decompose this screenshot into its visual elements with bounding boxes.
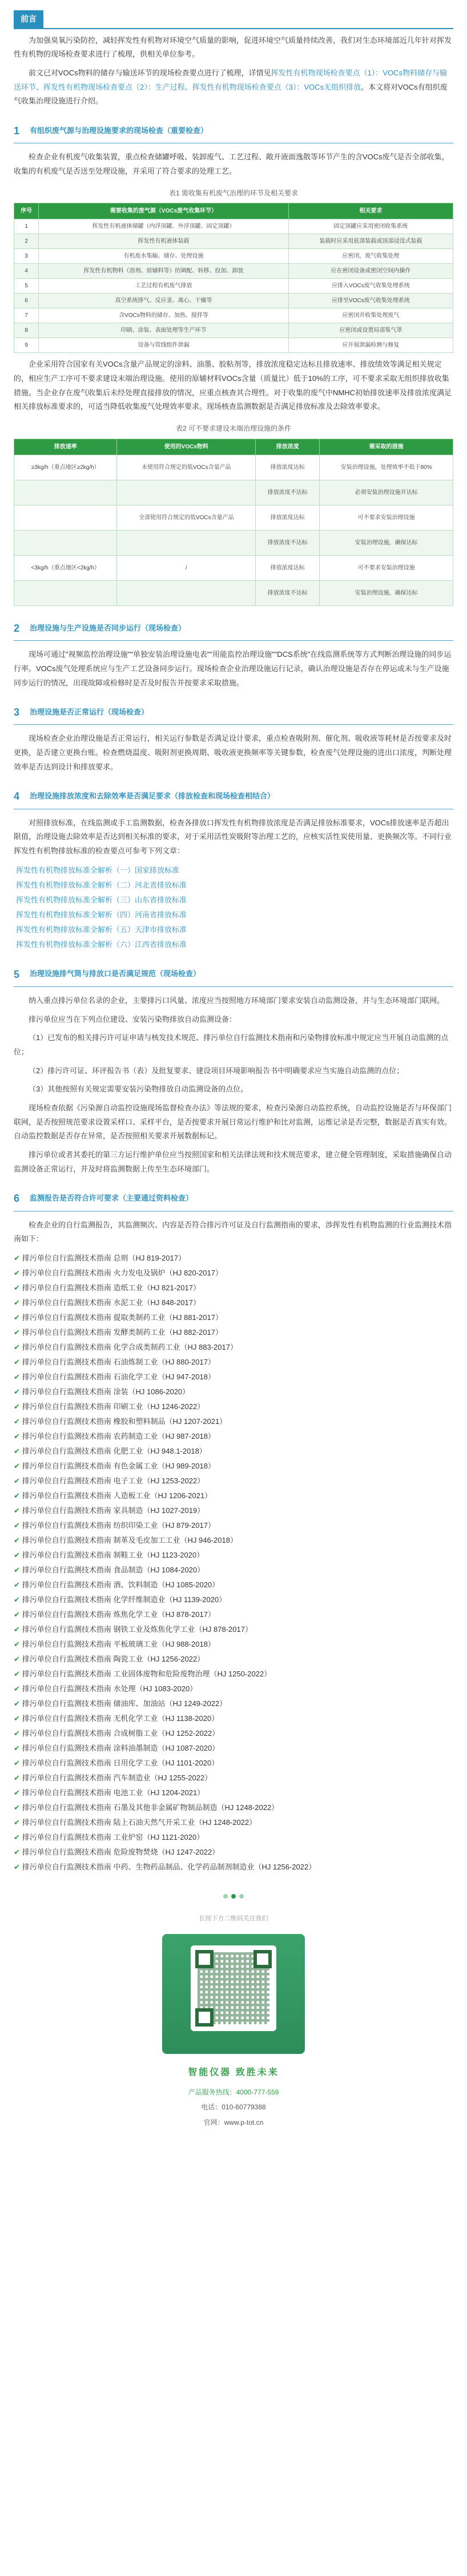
section-3-title: 治理设施是否正常运行（现场检查） — [30, 707, 149, 716]
section-1-number: 1 — [14, 125, 20, 137]
list-item — [14, 1325, 453, 1340]
check-icon: ✔ — [14, 1655, 20, 1663]
guideline-name: 排污单位自行监测技术指南 炼焦化学工业（HJ 878-2017） — [22, 1610, 215, 1619]
table-2-cell — [14, 505, 117, 530]
table-1-cell: 应在密闭设备或密闭空间内操作 — [288, 264, 453, 279]
check-icon: ✔ — [14, 1343, 20, 1351]
list-item — [14, 1548, 453, 1563]
list-item — [14, 1310, 453, 1325]
section-4-title: 治理设施排放浓度和去除效率是否满足要求（排放检查和现场检查相结合） — [30, 792, 275, 801]
brand-slogan: 智能仪器 致胜未来 — [188, 2067, 279, 2077]
guideline-name: 排污单位自行监测技术指南 造纸工业（HJ 821-2017） — [22, 1283, 200, 1292]
table-1-cell: 1 — [14, 219, 39, 234]
list-item — [14, 1578, 453, 1592]
list-item — [14, 1399, 453, 1414]
guideline-name: 排污单位自行监测技术指南 水泥工业（HJ 848-2017） — [22, 1298, 200, 1307]
hotline: 产品服务热线：4000-777-559 — [188, 2088, 279, 2096]
standards-article-link[interactable]: 挥发性有机物排放标准全解析（四）河南省排放标准 — [16, 910, 187, 919]
table-row — [14, 279, 453, 294]
table-1-header-cell: 序号 — [14, 203, 39, 219]
table-1-cell: 工艺过程有机废气排放 — [39, 279, 289, 294]
table-1-cell: 设备与管线组件泄漏 — [39, 338, 289, 353]
list-item — [14, 1503, 453, 1518]
guideline-name: 排污单位自行监测技术指南 钢铁工业及炼焦化学工业（HJ 878-2017） — [22, 1625, 252, 1634]
guideline-name: 排污单位自行监测技术指南 提取类制药工业（HJ 881-2017） — [22, 1313, 223, 1322]
guideline-name: 排污单位自行监测技术指南 危险废物焚烧（HJ 1247-2022） — [22, 1848, 220, 1856]
list-item — [14, 1860, 453, 1875]
table-1-cell: 9 — [14, 338, 39, 353]
check-icon: ✔ — [14, 1803, 20, 1812]
guideline-name: 排污单位自行监测技术指南 中药、生物药品制品、化学药品制剂制造业（HJ 1256-2022） — [22, 1863, 316, 1871]
table-row — [14, 530, 453, 555]
table-1-cell: 应排至VOCs废气收集处理系统 — [288, 294, 453, 308]
guideline-name: 排污单位自行监测技术指南 有色金属工业（HJ 989-2018） — [22, 1462, 215, 1470]
list-item — [14, 1355, 453, 1370]
check-icon: ✔ — [14, 1699, 20, 1708]
check-icon: ✔ — [14, 1625, 20, 1634]
check-icon: ✔ — [14, 1328, 20, 1337]
table-1-cell: 3 — [14, 249, 39, 264]
table-2-cell — [14, 580, 117, 605]
check-icon: ✔ — [14, 1521, 20, 1530]
table-1-caption: 表1 需收集有机废气治理的环节及相关要求 — [168, 188, 298, 197]
table-1-cell: 应开展泄漏检测与修复 — [288, 338, 453, 353]
table-1-cell: 固定顶罐应采用密闭收集系统 — [288, 219, 453, 234]
check-icon: ✔ — [14, 1506, 20, 1515]
table-2-cell — [14, 480, 117, 505]
table-row — [14, 505, 453, 530]
list-item — [14, 1563, 453, 1578]
guideline-name: 排污单位自行监测技术指南 汽车制造业（HJ 1255-2022） — [22, 1773, 212, 1782]
guideline-name: 排污单位自行监测技术指南 酒、饮料制造（HJ 1085-2020） — [22, 1580, 220, 1589]
table-row — [14, 249, 453, 264]
guideline-name: 排污单位自行监测技术指南 印刷工业（HJ 1246-2022） — [22, 1402, 205, 1411]
table-row — [14, 323, 453, 338]
section-6-title: 监测报告是否符合许可要求（主要通过资料检查） — [30, 1194, 194, 1203]
table-2-cell: 排放浓度不达标 — [256, 530, 320, 555]
section-6-number: 6 — [14, 1193, 20, 1205]
carousel-dot — [223, 1894, 228, 1899]
guideline-name: 排污单位自行监测技术指南 石墨及其他非金属矿物制品制造（HJ 1248-2022） — [22, 1803, 279, 1812]
check-icon: ✔ — [14, 1298, 20, 1307]
guideline-name: 排污单位自行监测技术指南 水处理（HJ 1083-2020） — [22, 1684, 198, 1693]
section-6-paragraph-1: 检查企业的自行监测报告，其监测频次、内容是否符合排污许可证及自行监测指南的要求，涉挥发性有机物监测的行业监测技术指南如下： — [14, 1220, 452, 1243]
intro-header — [14, 10, 453, 28]
table-2-cell: 排放浓度不达标 — [256, 480, 320, 505]
guideline-name: 排污单位自行监测技术指南 制鞋工业（HJ 1123-2020） — [22, 1551, 204, 1559]
check-icon: ✔ — [14, 1818, 20, 1827]
table-2-cell — [14, 530, 117, 555]
table-1 — [14, 203, 453, 353]
check-icon: ✔ — [14, 1714, 20, 1723]
list-item — [14, 1800, 453, 1815]
table-2-header-cell: 排放浓度 — [256, 439, 320, 455]
table-row — [14, 308, 453, 323]
table-2-caption: 表2 可不要求建设末端治理设施的条件 — [175, 424, 291, 433]
table-1-cell: 应密闭并收集处理废气 — [288, 308, 453, 323]
table-1-cell: 6 — [14, 294, 39, 308]
guideline-name: 排污单位自行监测技术指南 化肥工业（HJ 948.1-2018） — [22, 1447, 207, 1455]
standards-article-link[interactable]: 挥发性有机物排放标准全解析（二）河北省排放标准 — [16, 880, 187, 889]
section-3-paragraph-1: 现场检查企业治理设施是否正常运行，相关运行参数是否满足设计要求，重点检查吸附剂、催化剂、吸收液等耗材是否按要求及时更换，是否建立更换台账。检查燃烧温度、吸附剂更换周期、吸收液更换频率等关键参数，检查废气处理设施的进出口浓度，判断处理效率是否达到设计和排放要求。 — [14, 734, 452, 771]
guideline-name: 排污单位自行监测技术指南 涂料油墨制造（HJ 1087-2020） — [22, 1744, 220, 1752]
table-2-cell: 排放浓度达标 — [256, 555, 320, 580]
list-item — [14, 1741, 453, 1756]
carousel-dot — [239, 1894, 244, 1899]
guideline-name: 排污单位自行监测技术指南 工业固体废物和危险废物治理（HJ 1250-2022） — [22, 1670, 272, 1678]
list-item — [14, 1414, 453, 1429]
list-item — [14, 1682, 453, 1696]
section-5-paragraph-6: 现场检查依据《污染源自动监控设施现场监督检查办法》等法规的要求，检查污染源自动监控系统，自动监控设施是否与环保部门联网，是否按照规范要求设置采样口、采样平台，是否按要求开展日常运行维护和比对监测，运维记录是否完整，数据是否真实有效。自动监控数据是否存在异常，是否按照相关要求开展数据标记。 — [14, 1104, 452, 1141]
check-icon: ✔ — [14, 1313, 20, 1322]
section-1-title: 有组织废气源与治理设施要求的现场检查（重要检查） — [30, 126, 208, 135]
section-5-paragraph-4: （2）排污许可证、环评报告书（表）及批复要求、建设项目环境影响报告书中明确要求应当实施自动监测的点位； — [29, 1066, 404, 1075]
qr-note: 长按下方二维码关注我们 — [199, 1915, 268, 1922]
table-2-header-cell: 使用的VOCs物料 — [117, 439, 256, 455]
website[interactable]: 官网：www.p-tot.cn — [203, 2118, 264, 2126]
guideline-name: 排污单位自行监测技术指南 石油炼制工业（HJ 880-2017） — [22, 1358, 215, 1366]
check-icon: ✔ — [14, 1684, 20, 1693]
table-2-cell — [117, 480, 256, 505]
guideline-name: 排污单位自行监测技术指南 制革及毛皮加工工业（HJ 946-2018） — [22, 1536, 237, 1544]
table-2-cell: 全部使用符合规定的低VOCs含量产品 — [117, 505, 256, 530]
table-2-cell: 未使用符合规定的低VOCs含量产品 — [117, 455, 256, 480]
check-icon: ✔ — [14, 1729, 20, 1738]
section-1-paragraph-2: 企业采用符合国家有关VOCs含量产品规定的涂料、油墨、胶粘剂等，排放浓度稳定达标且排放速率、排放绩效等满足相关规定的，相应生产工序可不要求建设末端治理设施。使用的原辅材料VOCs含量（质量比）低于10%的工序，可不要求采取无组织排放收集措施。当企业存在废气收集后未经处理直接排放的情况，应重点核查其合理性。对于收集的废气中NMHC初始排放速率及排放浓度满足相关排放标准要求的，可适当降低收集废气处理效率要求。现场核查监测数据是否满足排放标准及去除效率要求。 — [14, 360, 452, 411]
table-2-cell: 安装治理设施，确保达标 — [320, 580, 453, 605]
intro-related-links[interactable]: 挥发性有机物现场检查要点（1）：VOCs物料储存与输送环节、挥发性有机物现场检查要点（2）：生产过程、挥发性有机物现场检查要点（3）：VOCs无组织排放 — [14, 68, 448, 91]
check-icon: ✔ — [14, 1462, 20, 1470]
list-item — [14, 1785, 453, 1800]
guideline-name: 排污单位自行监测技术指南 纺织印染工业（HJ 879-2017） — [22, 1521, 215, 1530]
standards-article-link[interactable]: 挥发性有机物排放标准全解析（五）天津市排放标准 — [16, 925, 187, 934]
qr-code[interactable] — [191, 1945, 276, 2031]
standards-article-link[interactable]: 挥发性有机物排放标准全解析（一）国家排放标准 — [16, 865, 180, 874]
guideline-name: 排污单位自行监测技术指南 家具制造（HJ 1027-2019） — [22, 1506, 205, 1515]
list-item — [14, 1771, 453, 1785]
check-icon: ✔ — [14, 1773, 20, 1782]
guideline-name: 排污单位自行监测技术指南 橡胶和塑料制品（HJ 1207-2021） — [22, 1417, 227, 1426]
guideline-name: 排污单位自行监测技术指南 工业炉窑（HJ 1121-2020） — [22, 1833, 204, 1841]
qr-finder-icon — [195, 2008, 214, 2027]
section-4-header — [14, 787, 453, 809]
table-2-cell: ≥3kg/h（重点地区≥2kg/h） — [14, 455, 117, 480]
check-icon: ✔ — [14, 1373, 20, 1381]
intro-text-a: 前文已对VOCs物料的储存与输送环节的现场检查要点进行了梳理，详情见 — [29, 68, 271, 77]
list-item — [14, 1266, 453, 1281]
section-6-header — [14, 1189, 453, 1211]
section-1-header — [14, 121, 453, 143]
table-2-cell — [117, 580, 256, 605]
table-1-cell: 真空系统排气、反应釜、离心、干燥等 — [39, 294, 289, 308]
table-1-cell: 应密闭，废气收集处理 — [288, 249, 453, 264]
table-1-cell: 8 — [14, 323, 39, 338]
guideline-name: 排污单位自行监测技术指南 无机化学工业（HJ 1138-2020） — [22, 1714, 219, 1723]
qr-code-card — [162, 1934, 305, 2054]
standards-article-link[interactable]: 挥发性有机物排放标准全解析（六）江西省排放标准 — [16, 940, 187, 949]
table-2-cell: 安装治理设施，处理效率不低于80% — [320, 455, 453, 480]
table-row — [14, 294, 453, 308]
section-5-paragraph-7: 排污单位或者其委托的第三方运行维护单位应当按照国家和相关法律法规和技术规范要求，建立健全管理制度，采取措施确保自动监测设备正常运行，并及时将监测数据上传至生态环境部门。 — [14, 1150, 452, 1173]
section-4-paragraph-1: 对照排放标准，在线监测或手工监测数据，检查各排放口挥发性有机物排放浓度是否满足排放标准要求，VOCs排放速率是否超出限值，治理设施去除效率是否达到相关标准的要求，对于采用活性炭吸附等治理工艺的，应核实活性炭使用量、更换频次等。不同行业挥发性有机物排放标准的检查要点可参考下列文章： — [14, 818, 452, 855]
check-icon: ✔ — [14, 1476, 20, 1485]
check-icon: ✔ — [14, 1744, 20, 1752]
article — [0, 10, 467, 2153]
guideline-name: 排污单位自行监测技术指南 食品制造（HJ 1084-2020） — [22, 1566, 205, 1574]
table-1-cell: 挥发性有机液体装载 — [39, 234, 289, 249]
table-1-cell: 装载时应采用底部装载或顶部浸没式装载 — [288, 234, 453, 249]
contact-info — [14, 2085, 453, 2130]
qr-finder-icon — [195, 1950, 214, 1968]
table-2-header-cell: 排放速率 — [14, 439, 117, 455]
guideline-name: 排污单位自行监测技术指南 发酵类制药工业（HJ 882-2017） — [22, 1328, 223, 1337]
guideline-name: 排污单位自行监测技术指南 日用化学工业（HJ 1101-2020） — [22, 1759, 219, 1767]
list-item — [14, 1488, 453, 1503]
check-icon: ✔ — [14, 1491, 20, 1500]
table-2-cell: 必须安装治理设施并达标 — [320, 480, 453, 505]
list-item — [14, 1667, 453, 1682]
check-icon: ✔ — [14, 1536, 20, 1544]
guideline-name: 排污单位自行监测技术指南 人造板工业（HJ 1206-2021） — [22, 1491, 212, 1500]
table-1-cell: 含VOCs物料的储存、加热、搅拌等 — [39, 308, 289, 323]
list-item — [14, 1295, 453, 1310]
section-2-number: 2 — [14, 622, 20, 634]
section-3-number: 3 — [14, 707, 20, 719]
table-row — [14, 234, 453, 249]
table-1-cell: 4 — [14, 264, 39, 279]
table-2-cell: 可不要求安装治理设施 — [320, 505, 453, 530]
guideline-name: 排污单位自行监测技术指南 平板玻璃工业（HJ 988-2018） — [22, 1640, 215, 1648]
guideline-name: 排污单位自行监测技术指南 陶瓷工业（HJ 1256-2022） — [22, 1655, 205, 1663]
list-item — [14, 1444, 453, 1459]
table-row — [14, 480, 453, 505]
list-item — [14, 1652, 453, 1667]
check-icon: ✔ — [14, 1358, 20, 1366]
table-1-cell: 2 — [14, 234, 39, 249]
guideline-name: 排污单位自行监测技术指南 合成树脂工业（HJ 1252-2022） — [22, 1729, 220, 1738]
table-1-cell: 印刷、涂装、表面处理等生产环节 — [39, 323, 289, 338]
check-icon: ✔ — [14, 1640, 20, 1648]
phone: 电话：010-60779388 — [201, 2103, 266, 2112]
table-1-header-cell: 需要收集的废气源（VOCs废气收集环节） — [39, 203, 289, 219]
check-icon: ✔ — [14, 1670, 20, 1678]
check-icon: ✔ — [14, 1402, 20, 1411]
list-item — [14, 1251, 453, 1266]
list-item — [14, 1281, 453, 1295]
table-1-cell: 应排入VOCs废气收集处理系统 — [288, 279, 453, 294]
check-icon: ✔ — [14, 1595, 20, 1604]
check-icon: ✔ — [14, 1387, 20, 1396]
guideline-name: 排污单位自行监测技术指南 电池工业（HJ 1204-2021） — [22, 1788, 205, 1797]
table-row — [14, 555, 453, 580]
check-icon: ✔ — [14, 1788, 20, 1797]
list-item — [14, 1607, 453, 1622]
list-item — [14, 1474, 453, 1488]
check-icon: ✔ — [14, 1432, 20, 1441]
monitoring-guideline-list — [14, 1251, 453, 1875]
list-item — [14, 1815, 453, 1830]
table-row — [14, 338, 453, 353]
table-2-cell: 排放浓度达标 — [256, 505, 320, 530]
table-1-header-cell: 相关要求 — [288, 203, 453, 219]
section-5-title: 治理设施排气筒与排放口是否满足规范（现场检查） — [30, 969, 201, 978]
table-2-cell: 排放浓度达标 — [256, 455, 320, 480]
check-icon: ✔ — [14, 1283, 20, 1292]
table-2-cell — [117, 530, 256, 555]
table-2-cell: 可不要求安装治理设施 — [320, 555, 453, 580]
guideline-name: 排污单位自行监测技术指南 电子工业（HJ 1253-2022） — [22, 1476, 205, 1485]
list-item — [14, 1711, 453, 1726]
table-2-cell: / — [117, 555, 256, 580]
table-row — [14, 219, 453, 234]
table-1-cell: 挥发性有机物料（溶剂、原辅料等）的调配、转移、投加、卸放 — [39, 264, 289, 279]
check-icon: ✔ — [14, 1269, 20, 1277]
table-2-cell: 安装治理设施，确保达标 — [320, 530, 453, 555]
table-row — [14, 455, 453, 480]
check-icon: ✔ — [14, 1610, 20, 1619]
list-item — [14, 1518, 453, 1533]
standards-article-links — [16, 863, 453, 952]
section-5-paragraph-5: （3）其他按照有关规定需要安装污染物排放自动监测设备的点位。 — [29, 1085, 248, 1094]
list-item — [14, 1370, 453, 1385]
qr-finder-icon — [253, 1950, 272, 1968]
guideline-name: 排污单位自行监测技术指南 储油库、加油站（HJ 1249-2022） — [22, 1699, 227, 1708]
list-item — [14, 1622, 453, 1637]
section-5-paragraph-2: 排污单位应当在下列点位建设、安装污染物排放自动监测设备： — [29, 1014, 237, 1024]
section-5-number: 5 — [14, 968, 20, 980]
list-item — [14, 1830, 453, 1845]
list-item — [14, 1845, 453, 1860]
section-5-paragraph-1: 纳入重点排污单位名录的企业，主要排污口风量、浓度应当按照地方环境部门要求安装自动监测设备，并与生态环境部门联网。 — [29, 996, 445, 1005]
section-3-header — [14, 703, 453, 725]
check-icon: ✔ — [14, 1551, 20, 1559]
carousel-dot-active — [231, 1894, 236, 1899]
guideline-name: 排污单位自行监测技术指南 化学合成类制药工业（HJ 883-2017） — [22, 1343, 237, 1351]
list-item — [14, 1385, 453, 1399]
check-icon: ✔ — [14, 1848, 20, 1856]
check-icon: ✔ — [14, 1254, 20, 1262]
table-1-cell: 5 — [14, 279, 39, 294]
section-5-paragraph-3: （1）已发布的相关排污许可证申请与核发技术规范、排污单位自行监测技术指南和污染物排放标准中规定应当开展自动监测的点位； — [14, 1033, 449, 1056]
list-item — [14, 1459, 453, 1474]
table-row — [14, 580, 453, 605]
list-item — [14, 1340, 453, 1355]
table-1-cell: 应密闭或设置局部集气罩 — [288, 323, 453, 338]
list-item — [14, 1533, 453, 1548]
guideline-name: 排污单位自行监测技术指南 农药制造工业（HJ 987-2018） — [22, 1432, 215, 1441]
section-5-header — [14, 965, 453, 987]
table-row — [14, 264, 453, 279]
intro-paragraph-2 — [14, 66, 453, 109]
intro-text-b: 。本文将对VOCs有组织废气收集治理设施进行介绍。 — [14, 82, 448, 106]
intro-paragraph-1: 为加强臭氧污染防控，减轻挥发性有机物对环境空气质量的影响，促进环境空气质量持续改善，我们对生态环境部近几年针对挥发性有机物的现场检查要求进行了梳理，供相关单位参考。 — [14, 35, 452, 59]
section-2-title: 治理设施与生产设施是否同步运行（现场检查） — [30, 623, 186, 632]
table-1-cell: 挥发性有机液体储罐（内浮顶罐、外浮顶罐、固定顶罐） — [39, 219, 289, 234]
section-2-paragraph-1: 现场可通过"视频监控治理设施""单独安装治理设施电表""用能监控治理设施""DCS系统"在线监测系统等方式判断治理设施的同步运行率。VOCs废气处理系统应与生产工艺设备同步运行。现场检查企业治理设施运行记录，确认治理设施是否存在停运或未与生产设施同步运行的情况，出现故障或检修时是否及时报告并按要求采取措施。 — [14, 650, 452, 687]
table-2 — [14, 439, 453, 606]
guideline-name: 排污单位自行监测技术指南 总则（HJ 819-2017） — [22, 1254, 186, 1262]
check-icon: ✔ — [14, 1863, 20, 1871]
guideline-name: 排污单位自行监测技术指南 石油化学工业（HJ 947-2018） — [22, 1373, 215, 1381]
check-icon: ✔ — [14, 1580, 20, 1589]
guideline-name: 排污单位自行监测技术指南 涂装（HJ 1086-2020） — [22, 1387, 190, 1396]
check-icon: ✔ — [14, 1759, 20, 1767]
intro-divider — [14, 28, 453, 29]
guideline-name: 排污单位自行监测技术指南 化学纤维制造业（HJ 1139-2020） — [22, 1595, 227, 1604]
table-1-cell: 有机废水集输、储存、处理设施 — [39, 249, 289, 264]
table-2-cell: 排放浓度不达标 — [256, 580, 320, 605]
list-item — [14, 1756, 453, 1771]
section-4-number: 4 — [14, 791, 20, 803]
guideline-name: 排污单位自行监测技术指南 陆上石油天然气开采工业（HJ 1248-2022） — [22, 1818, 257, 1827]
table-2-header-cell: 需采取的措施 — [320, 439, 453, 455]
table-1-cell: 7 — [14, 308, 39, 323]
table-2-cell: <3kg/h（重点地区<2kg/h） — [14, 555, 117, 580]
carousel-indicator — [14, 1889, 453, 1904]
guideline-name: 排污单位自行监测技术指南 火力发电及锅炉（HJ 820-2017） — [22, 1269, 223, 1277]
intro-tag: 前言 — [14, 10, 43, 28]
list-item — [14, 1592, 453, 1607]
check-icon: ✔ — [14, 1566, 20, 1574]
check-icon: ✔ — [14, 1447, 20, 1455]
list-item — [14, 1637, 453, 1652]
list-item — [14, 1696, 453, 1711]
section-1-paragraph-1: 检查企业有机废气收集装置，重点检查储罐呼吸、装卸废气、工艺过程、敞开液面逸散等环节产生的含VOCs废气是否全部收集，收集的有机废气是否送至处理设施，并采用了符合要求的处理工艺。 — [14, 153, 449, 175]
check-icon: ✔ — [14, 1833, 20, 1841]
list-item — [14, 1726, 453, 1741]
section-2-header — [14, 619, 453, 641]
check-icon: ✔ — [14, 1417, 20, 1426]
list-item — [14, 1429, 453, 1444]
standards-article-link[interactable]: 挥发性有机物排放标准全解析（三）山东省排放标准 — [16, 895, 187, 904]
